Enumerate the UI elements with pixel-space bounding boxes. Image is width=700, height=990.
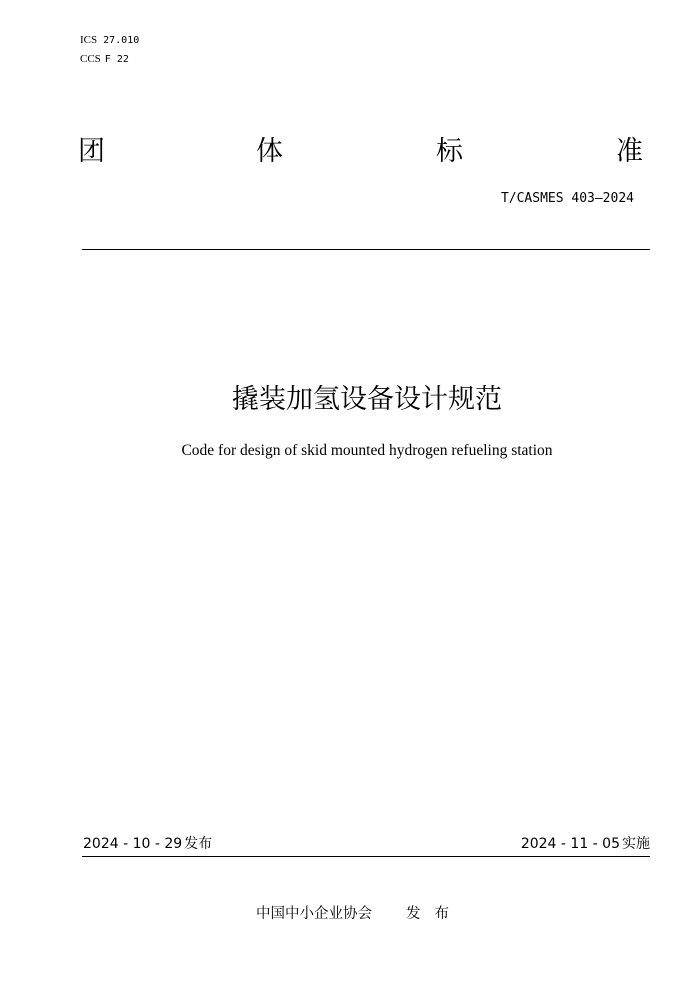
publish-date: 2024 - 10 - 29 xyxy=(83,836,183,852)
document-title-chinese: 撬装加氢设备设计规范 xyxy=(232,384,502,415)
publish-label: 发布 xyxy=(184,836,213,852)
implementation-label: 实施 xyxy=(622,836,650,852)
top-divider xyxy=(82,249,650,250)
publisher-line xyxy=(256,904,463,924)
standard-type-char: 准 xyxy=(616,136,643,167)
ics-code: 27.010 xyxy=(103,35,140,46)
standard-type-char: 标 xyxy=(436,136,463,167)
publish-date-line xyxy=(83,835,212,853)
ccs-line xyxy=(80,53,129,66)
issue-label: 发布 xyxy=(406,906,463,922)
implementation-date-line xyxy=(521,835,650,853)
publisher-name: 中国中小企业协会 xyxy=(256,906,372,922)
document-title-english: Code for design of skid mounted hydrogen refueling station xyxy=(181,442,553,459)
ccs-label: CCS xyxy=(80,53,101,65)
standard-type-char: 体 xyxy=(256,136,283,167)
ccs-code: F 22 xyxy=(104,54,129,65)
standard-type-title xyxy=(78,134,648,174)
ics-line xyxy=(80,34,139,47)
bottom-divider xyxy=(82,856,650,857)
ics-label: ICS xyxy=(80,34,98,46)
standard-number: T/CASMES 403—2024 xyxy=(500,191,634,206)
standard-type-char: 团 xyxy=(78,136,105,167)
implementation-date: 2024 - 11 - 05 xyxy=(520,836,620,852)
